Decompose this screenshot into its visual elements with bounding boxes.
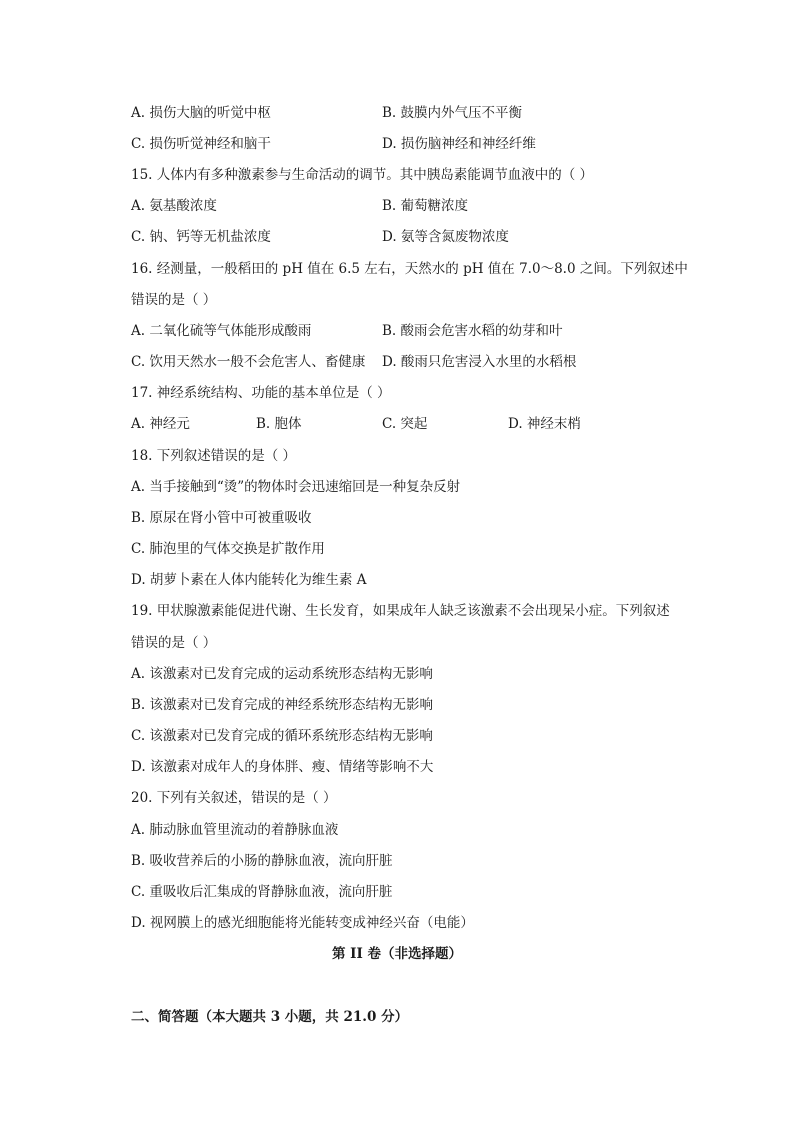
section2-title: 二、简答题（本大题共 3 小题，共 21.0 分） xyxy=(131,1009,409,1025)
q17-option-b: B. 胞体 xyxy=(256,416,302,432)
part2-title: 第 II 卷（非选择题） xyxy=(331,946,463,962)
q20-option-c: C. 重吸收后汇集成的肾静脉血液，流向肝脏 xyxy=(131,884,393,900)
q15-option-c: C. 钠、钙等无机盐浓度 xyxy=(131,229,271,245)
q16-option-b: B. 酸雨会危害水稻的幼芽和叶 xyxy=(382,323,563,339)
q19-option-a: A. 该激素对已发育完成的运动系统形态结构无影响 xyxy=(131,666,433,682)
q17-option-a: A. 神经元 xyxy=(131,416,190,432)
q19-stem-line1: 19. 甲状腺激素能促进代谢、生长发育，如果成年人缺乏该激素不会出现呆小症。下列叙述 xyxy=(131,603,670,619)
q19-option-b: B. 该激素对已发育完成的神经系统形态结构无影响 xyxy=(131,697,434,713)
q17-option-c: C. 突起 xyxy=(382,416,428,432)
q14-option-c: C. 损伤听觉神经和脑干 xyxy=(131,136,271,152)
q18-option-a: A. 当手接触到“烫”的物体时会迅速缩回是一种复杂反射 xyxy=(131,479,461,495)
q19-stem-line2: 错误的是（ ） xyxy=(131,635,217,651)
q16-option-d: D. 酸雨只危害浸入水里的水稻根 xyxy=(382,354,577,370)
q19-option-d: D. 该激素对成年人的身体胖、瘦、情绪等影响不大 xyxy=(131,759,434,775)
q16-stem-line1: 16. 经测量，一般稻田的 pH 值在 6.5 左右，天然水的 pH 值在 7.0～8.0 之间。下列叙述中 xyxy=(131,261,688,277)
q18-option-d: D. 胡萝卜素在人体内能转化为维生素 A xyxy=(131,572,367,588)
q16-stem-line2: 错误的是（ ） xyxy=(131,292,217,308)
q15-stem: 15. 人体内有多种激素参与生命活动的调节。其中胰岛素能调节血液中的（ ） xyxy=(131,167,594,183)
q14-option-b: B. 鼓膜内外气压不平衡 xyxy=(382,105,523,121)
q18-stem: 18. 下列叙述错误的是（ ） xyxy=(131,448,297,464)
q17-option-d: D. 神经末梢 xyxy=(508,416,581,432)
q20-option-d: D. 视网膜上的感光细胞能将光能转变成神经兴奋（电能） xyxy=(131,915,474,931)
q20-stem: 20. 下列有关叙述，错误的是（ ） xyxy=(131,790,337,806)
q15-option-a: A. 氨基酸浓度 xyxy=(131,198,217,214)
q17-stem: 17. 神经系统结构、功能的基本单位是（ ） xyxy=(131,385,391,401)
q16-option-a: A. 二氧化硫等气体能形成酸雨 xyxy=(131,323,312,339)
q16-option-c: C. 饮用天然水一般不会危害人、畜健康 xyxy=(131,354,366,370)
q18-option-c: C. 肺泡里的气体交换是扩散作用 xyxy=(131,541,325,557)
q19-option-c: C. 该激素对已发育完成的循环系统形态结构无影响 xyxy=(131,728,433,744)
q15-option-b: B. 葡萄糖浓度 xyxy=(382,198,469,214)
q20-option-a: A. 肺动脉血管里流动的着静脉血液 xyxy=(131,822,339,838)
q20-option-b: B. 吸收营养后的小肠的静脉血液，流向肝脏 xyxy=(131,853,393,869)
q15-option-d: D. 氨等含氮废物浓度 xyxy=(382,229,509,245)
q14-option-a: A. 损伤大脑的听觉中枢 xyxy=(131,105,271,121)
q18-option-b: B. 原尿在肾小管中可被重吸收 xyxy=(131,510,312,526)
q14-option-d: D. 损伤脑神经和神经纤维 xyxy=(382,136,536,152)
